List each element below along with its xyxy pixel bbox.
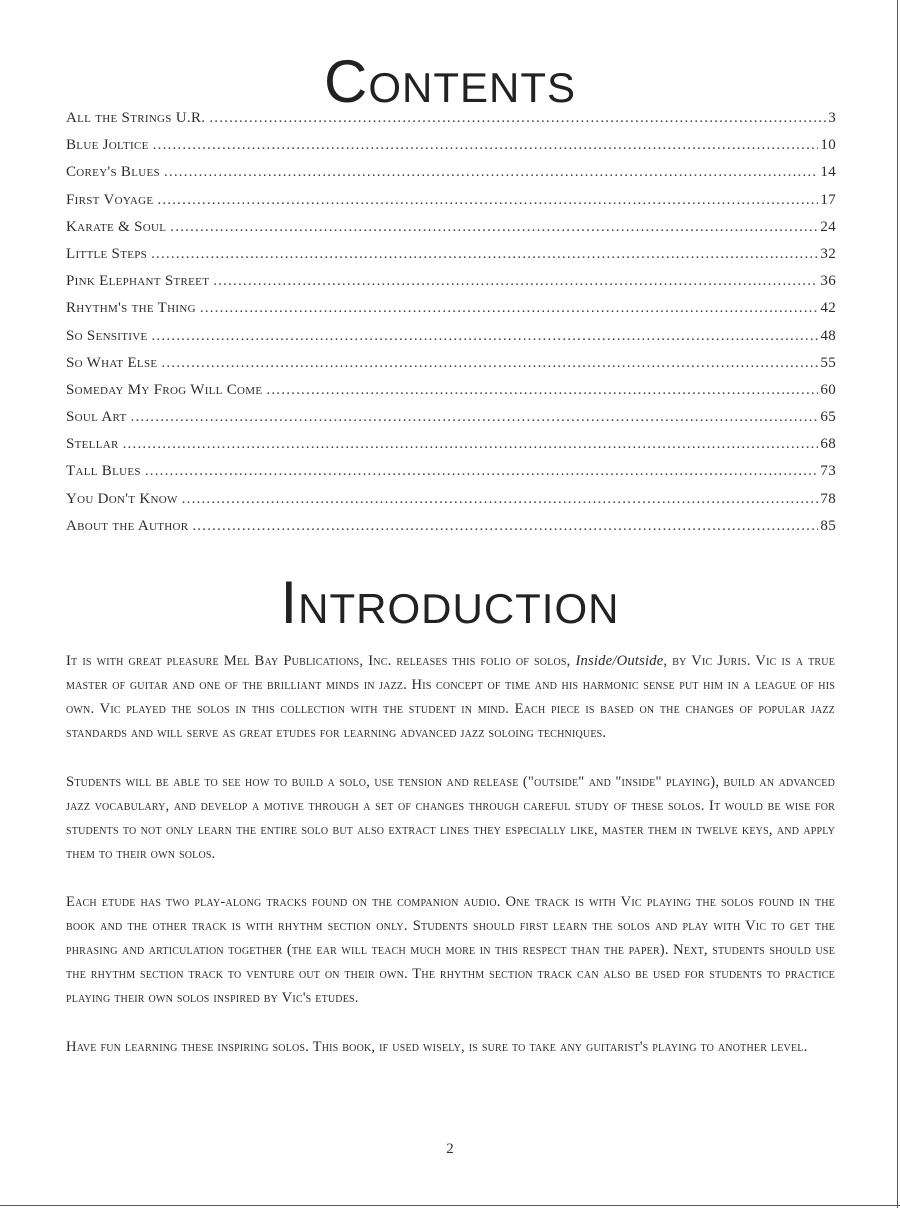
- page-edge-bottom: [0, 1205, 900, 1206]
- toc-leader-dots: [153, 137, 819, 154]
- intro-paragraph-4: Have fun learning these inspiring solos. This book, if used wisely, is sure to take any guitarist's playing to another level.: [66, 1038, 808, 1055]
- contents-heading: Contents: [324, 48, 576, 115]
- toc-entry-page: 48: [820, 327, 836, 344]
- page-number: 2: [446, 1141, 454, 1157]
- toc-entry-title: Soul Art: [66, 409, 127, 426]
- toc-entry-title: Little Steps: [66, 245, 148, 262]
- toc-leader-dots: [157, 192, 818, 209]
- toc-entry-title: Stellar: [66, 436, 119, 453]
- toc-entry-page: 42: [820, 300, 836, 317]
- intro-paragraph-1: [66, 649, 835, 745]
- toc-entry-page: 60: [820, 381, 836, 398]
- toc-leader-dots: [131, 409, 819, 426]
- introduction-body: [66, 649, 835, 1083]
- toc-entry-title: Corey's Blues: [66, 164, 160, 181]
- toc-leader-dots: [209, 110, 826, 127]
- toc-entry[interactable]: [66, 164, 836, 191]
- toc-entry-page: 3: [828, 110, 836, 126]
- toc-entry-title: Rhythm's the Thing: [66, 300, 196, 317]
- toc-leader-dots: [123, 436, 819, 453]
- toc-entry-title: So Sensitive: [66, 327, 148, 344]
- toc-leader-dots: [161, 355, 818, 372]
- toc-leader-dots: [266, 382, 818, 399]
- toc-entry[interactable]: [66, 219, 836, 246]
- toc-entry-page: 78: [820, 490, 836, 507]
- toc-entry[interactable]: [66, 192, 836, 219]
- toc-entry[interactable]: [66, 300, 836, 327]
- intro-p1-rest: , by Vic Juris. Vic is a true master of guitar and one of the brilliant minds in jazz. His concept of time and his harmonic sense put him in a league of his own. Vic played the solos in this collection with the student in mind. Each piece is based on the changes of popular jazz standards and will serve as great etudes for learning advanced jazz soloing techniques.: [66, 653, 835, 741]
- toc-entry-page: 17: [820, 191, 836, 208]
- toc-leader-dots: [151, 246, 818, 263]
- toc-entry-page: 36: [820, 273, 836, 290]
- toc-entry-title: Blue Joltice: [66, 137, 149, 154]
- toc-entry-page: 85: [820, 517, 836, 534]
- toc-entry-title: All the Strings U.R.: [66, 110, 206, 126]
- toc-leader-dots: [192, 518, 818, 535]
- toc-entry-title: So What Else: [66, 354, 158, 371]
- toc-entry-page: 14: [820, 164, 836, 181]
- toc-entry[interactable]: [66, 110, 836, 137]
- toc-entry-title: You Don't Know: [66, 490, 178, 507]
- toc-entry[interactable]: [66, 518, 836, 545]
- toc-entry-page: 73: [820, 463, 836, 480]
- toc-entry-title: First Voyage: [66, 191, 154, 208]
- toc-entry-title: Karate & Soul: [66, 218, 167, 235]
- toc-leader-dots: [213, 273, 818, 290]
- intro-p1-lead: It is with great pleasure Mel Bay Publications, Inc. releases this folio of solos,: [66, 653, 576, 669]
- table-of-contents: [66, 110, 836, 545]
- toc-leader-dots: [170, 219, 818, 236]
- toc-entry-page: 68: [820, 436, 836, 453]
- book-title: Inside/Outside: [575, 653, 664, 669]
- toc-entry-page: 55: [820, 354, 836, 371]
- toc-leader-dots: [151, 328, 818, 345]
- toc-entry-page: 24: [820, 218, 836, 235]
- toc-entry[interactable]: [66, 491, 836, 518]
- toc-entry-page: 65: [820, 409, 836, 426]
- toc-entry[interactable]: [66, 382, 836, 409]
- toc-leader-dots: [182, 491, 819, 508]
- toc-leader-dots: [145, 463, 819, 480]
- introduction-heading: Introduction: [280, 569, 620, 636]
- toc-entry[interactable]: [66, 137, 836, 164]
- toc-entry[interactable]: [66, 273, 836, 300]
- toc-leader-dots: [200, 300, 819, 317]
- toc-entry[interactable]: [66, 355, 836, 382]
- toc-entry-title: Someday My Frog Will Come: [66, 381, 263, 398]
- toc-entry[interactable]: [66, 246, 836, 273]
- toc-entry-page: 32: [820, 245, 836, 262]
- toc-entry[interactable]: [66, 409, 836, 436]
- intro-paragraph-3: Each etude has two play-along tracks found on the companion audio. One track is with Vic playing the solos found in the book and the other track is with rhythm section only. Students should first learn the solos and play with Vic to get the phrasing and articulation together (the ear will teach much more in this respect than the paper). Next, students should use the rhythm section track to venture out on their own. The rhythm section track can also be used for students to practice playing their own solos inspired by Vic's etudes.: [66, 894, 835, 1006]
- toc-entry[interactable]: [66, 436, 836, 463]
- intro-paragraph-2: Students will be able to see how to build a solo, use tension and release ("outside" and "inside" playing), build an advanced jazz vocabulary, and develop a motive through a set of changes through careful study of these solos. It would be wise for students to not only learn the entire solo but also extract lines they especially like, master them in twelve keys, and apply them to their own solos.: [66, 773, 835, 862]
- toc-leader-dots: [164, 164, 818, 181]
- toc-entry-title: Pink Elephant Street: [66, 273, 210, 290]
- toc-entry[interactable]: [66, 463, 836, 490]
- toc-entry-title: Tall Blues: [66, 463, 141, 480]
- toc-entry-page: 10: [820, 137, 836, 154]
- toc-entry[interactable]: [66, 328, 836, 355]
- toc-entry-title: About the Author: [66, 517, 189, 534]
